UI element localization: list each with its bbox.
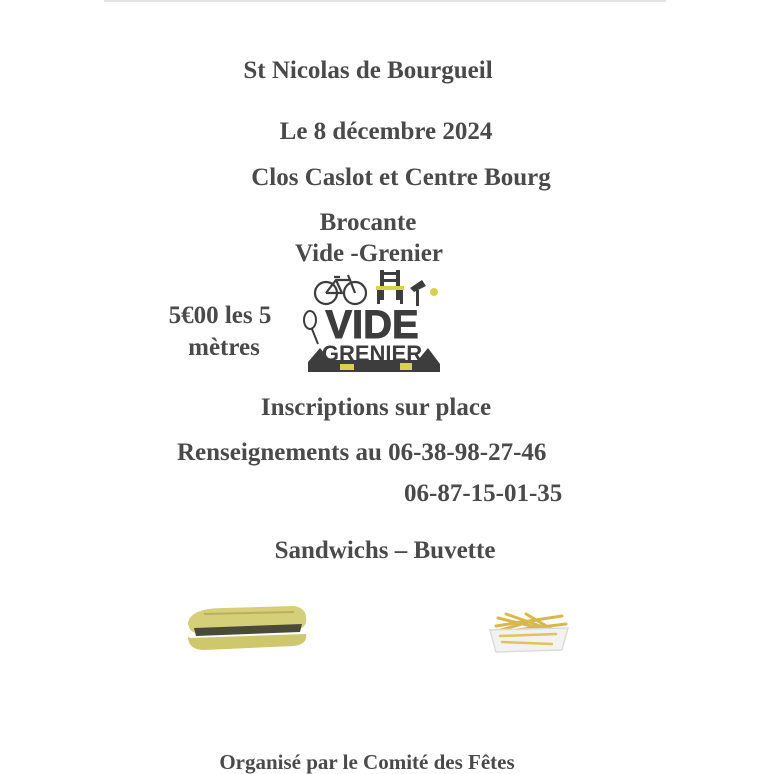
price-line-2: mètres bbox=[188, 334, 260, 361]
organiser-credit: Organisé par le Comité des Fêtes bbox=[219, 750, 515, 774]
ball-icon bbox=[430, 288, 438, 296]
info-phone-1: Renseignements au 06-38-98-27-46 bbox=[177, 439, 547, 466]
event-title-vide-grenier: Vide -Grenier bbox=[295, 240, 443, 267]
town-heading: St Nicolas de Bourgueil bbox=[243, 57, 493, 84]
logo-word-vide: VIDE bbox=[325, 303, 419, 347]
bicycle-icon bbox=[315, 275, 366, 304]
price-line-1: 5€00 les 5 bbox=[168, 302, 272, 329]
logo-word-grenier: GRENIER bbox=[321, 341, 423, 366]
registration-note: Inscriptions sur place bbox=[260, 394, 492, 421]
vide-grenier-logo bbox=[300, 268, 445, 378]
fries-image bbox=[486, 606, 572, 656]
event-date: Le 8 décembre 2024 bbox=[279, 118, 493, 145]
event-location: Clos Caslot et Centre Bourg bbox=[251, 164, 551, 191]
top-divider bbox=[104, 0, 666, 2]
info-phone-2: 06-87-15-01-35 bbox=[404, 480, 563, 507]
racket-icon bbox=[304, 311, 318, 344]
sandwich-image bbox=[184, 600, 310, 656]
chair-icon bbox=[376, 270, 404, 304]
food-heading: Sandwichs – Buvette bbox=[274, 537, 496, 564]
event-title-brocante: Brocante bbox=[319, 209, 417, 236]
